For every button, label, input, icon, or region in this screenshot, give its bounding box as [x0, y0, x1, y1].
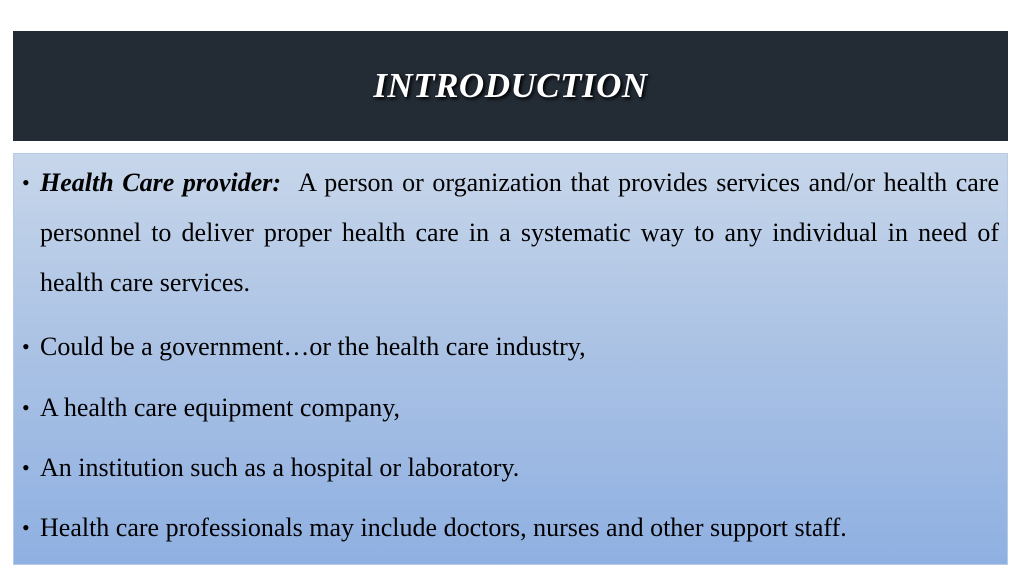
bullet-item-equipment-company: [22, 383, 999, 433]
bullet-icon: •: [22, 170, 30, 195]
bullet-text: A health care equipment company,: [40, 393, 401, 422]
bullet-item-institution: [22, 443, 999, 493]
content-box: [13, 153, 1008, 565]
bullet-text: A person or organization that provides services and/or health care personnel to deliver proper health care in a systematic way to any individual in need of health care services.: [40, 168, 1000, 297]
bullet-text: Health care professionals may include doctors, nurses and other support staff.: [40, 513, 847, 542]
title-bar: [13, 31, 1008, 141]
bullet-body: [40, 158, 999, 308]
bullet-icon: •: [22, 334, 30, 359]
bullet-icon: •: [22, 395, 30, 420]
bullet-text: An institution such as a hospital or laboratory.: [40, 453, 520, 482]
bullet-item-health-care-provider: [22, 158, 999, 308]
bullet-icon: •: [22, 515, 30, 540]
bullet-text: Could be a government…or the health care industry,: [40, 332, 586, 361]
bullet-icon: •: [22, 455, 30, 480]
bullet-term: Health Care provider:: [40, 168, 282, 197]
bullet-item-professionals: [22, 503, 999, 553]
bullet-item-government: [22, 322, 999, 372]
slide-title: INTRODUCTION: [373, 66, 648, 105]
